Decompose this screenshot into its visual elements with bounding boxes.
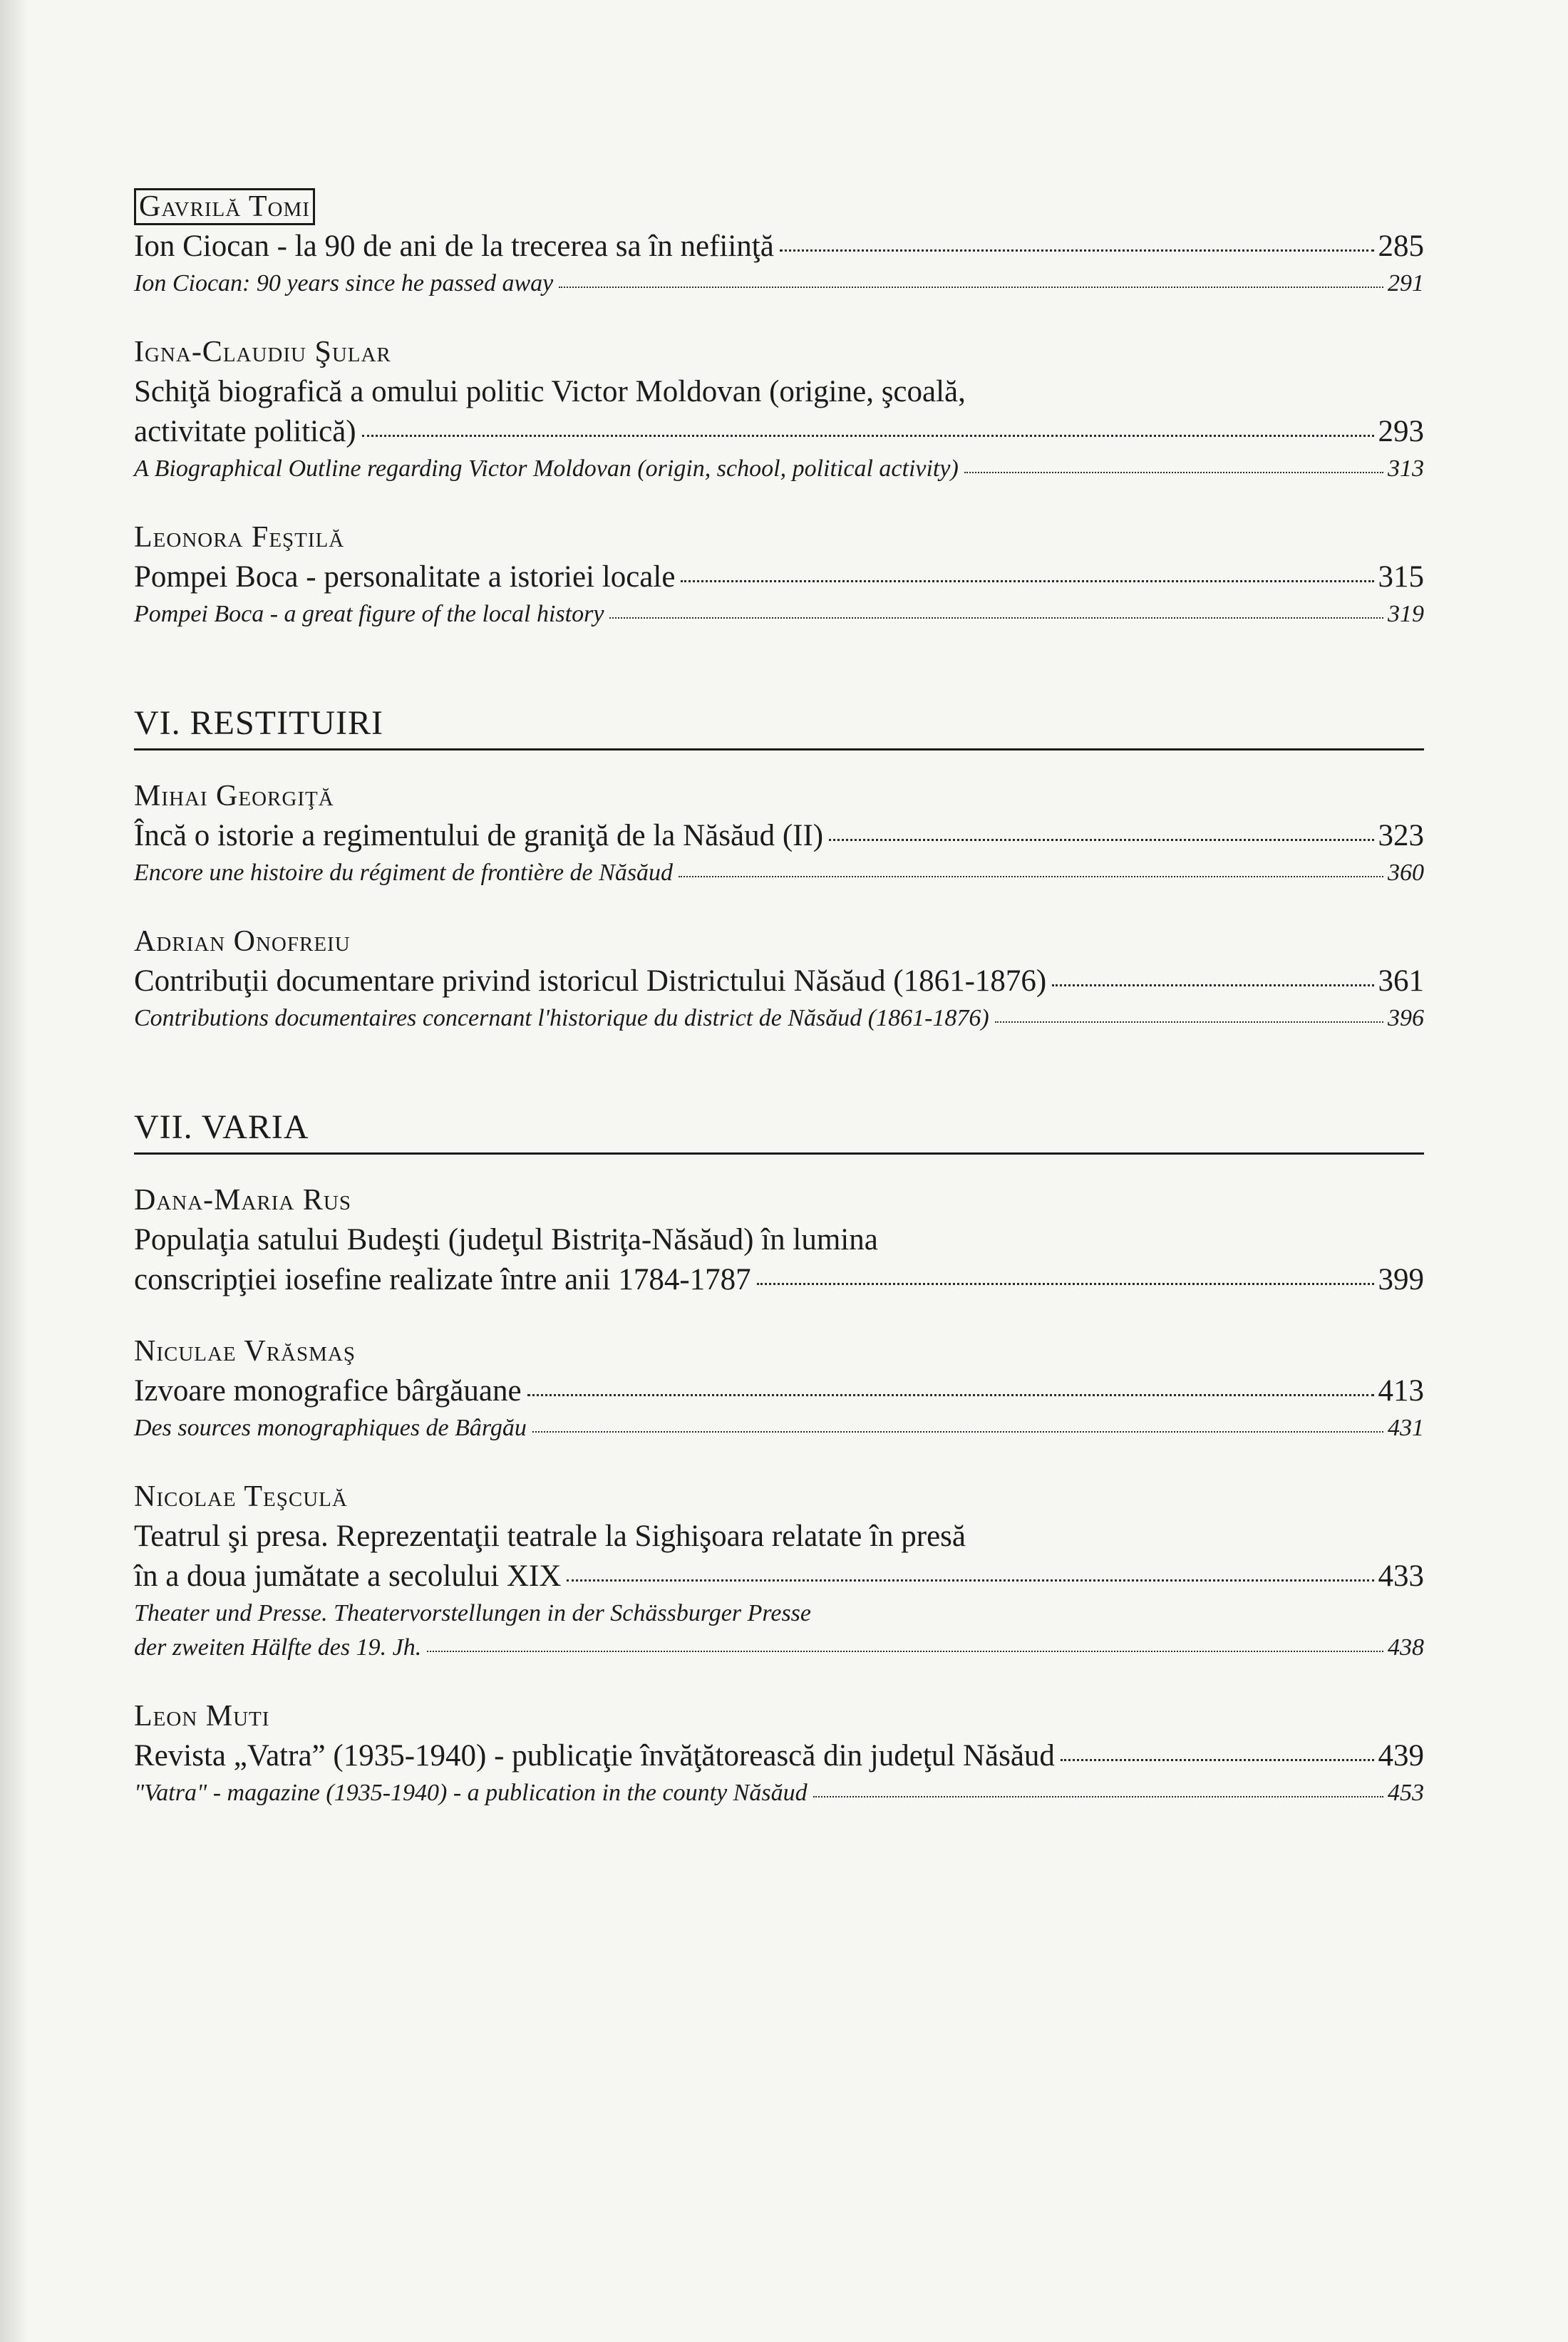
article-title-translation: der zweiten Hälfte des 19. Jh. [134, 1634, 422, 1661]
toc-entry-tescula [134, 1477, 1424, 1665]
author-name: Mihai Georgiţă [134, 780, 334, 813]
article-title-line[interactable]: Populaţia satului Budeşti (judeţul Bistriţa-Năsăud) în lumina [134, 1223, 878, 1257]
article-title: Încă o istorie a regimentului de graniţă de la Năsăud (II) [134, 819, 824, 852]
dot-leader [609, 617, 1383, 619]
author-name: Leon Muti [134, 1700, 270, 1733]
article-title-translation: Des sources monographiques de Bârgău [134, 1415, 527, 1441]
toc-entry-georgita [134, 776, 1424, 890]
page-number: 399 [1378, 1263, 1424, 1296]
toc-line[interactable] [134, 1557, 1424, 1596]
toc-entry-rus [134, 1180, 1424, 1300]
page-number: 285 [1378, 229, 1424, 263]
toc-line-translation[interactable] [134, 1411, 1424, 1445]
toc-line-translation[interactable] [134, 1776, 1424, 1810]
dot-leader [681, 580, 1373, 582]
page-number: 293 [1378, 415, 1424, 448]
page-number: 323 [1378, 819, 1424, 852]
article-title-translation: A Biographical Outline regarding Victor Moldovan (origin, school, political activity) [134, 455, 959, 482]
toc-line[interactable] [134, 227, 1424, 267]
dot-leader [532, 1431, 1383, 1433]
toc-line[interactable] [134, 816, 1424, 856]
dot-leader [995, 1021, 1383, 1023]
author-name: Dana-Maria Rus [134, 1184, 351, 1217]
page-edge-shadow [0, 0, 29, 2342]
article-title: Contribuţii documentare privind istoricul Districtului Năsăud (1861-1876) [134, 964, 1047, 998]
article-title: Revista „Vatra” (1935-1940) - publicaţie învăţătorească din judeţul Năsăud [134, 1739, 1055, 1773]
dot-leader [757, 1283, 1374, 1285]
dot-leader [362, 435, 1374, 437]
dot-leader [559, 287, 1383, 288]
toc-entry-tomi [134, 187, 1424, 301]
article-title: Pompei Boca - personalitate a istoriei locale [134, 560, 676, 594]
toc-line-translation[interactable] [134, 1001, 1424, 1036]
author-name: Gavrilă Tomi [134, 187, 1424, 227]
dot-leader [427, 1651, 1383, 1652]
article-title-line[interactable]: Schiţă biografică a omului politic Victor Moldovan (origine, şcoală, [134, 375, 966, 408]
page-number: 291 [1388, 270, 1424, 296]
page-number: 319 [1388, 601, 1424, 627]
article-title-translation: Contributions documentaires concernant l'historique du district de Năsăud (1861-1876) [134, 1005, 989, 1031]
article-title-translation: Encore une histoire du régiment de frontière de Năsăud [134, 860, 674, 886]
dot-leader [780, 249, 1374, 252]
page-number: 413 [1378, 1374, 1424, 1408]
toc-entry-muti [134, 1696, 1424, 1810]
page-number: 360 [1388, 860, 1424, 886]
article-title-translation: "Vatra" - magazine (1935-1940) - a publication in the county Năsăud [134, 1780, 808, 1806]
author-name: Leonora Feştilă [134, 521, 345, 554]
toc-line[interactable] [134, 557, 1424, 597]
author-name: Niculae Vrăsmaş [134, 1335, 356, 1368]
dot-leader [567, 1579, 1373, 1582]
page-number: 433 [1378, 1559, 1424, 1593]
toc-line-translation[interactable] [134, 1631, 1424, 1665]
section-heading-varia: VII. VARIA [134, 1107, 1424, 1155]
toc-line[interactable] [134, 1371, 1424, 1411]
toc-entry-vrasmas [134, 1331, 1424, 1445]
article-title: Ion Ciocan - la 90 de ani de la trecerea sa în nefiinţă [134, 229, 774, 263]
toc-line-translation[interactable] [134, 452, 1424, 486]
author-name: Nicolae Teşculă [134, 1480, 348, 1513]
table-of-contents [134, 187, 1424, 1842]
toc-line[interactable] [134, 1736, 1424, 1776]
page-number: 431 [1388, 1415, 1424, 1441]
article-title-line[interactable]: Teatrul şi presa. Reprezentaţii teatrale la Sighişoara relatate în presă [134, 1520, 966, 1553]
toc-line[interactable] [134, 412, 1424, 452]
author-name: Adrian Onofreiu [134, 925, 351, 958]
toc-line-translation[interactable] [134, 856, 1424, 890]
article-title-translation-line[interactable]: Theater und Presse. Theatervorstellungen in der Schässburger Presse [134, 1600, 811, 1626]
dot-leader [679, 876, 1383, 877]
page-number: 438 [1388, 1634, 1424, 1661]
author-name: Igna-Claudiu Şular [134, 336, 391, 368]
toc-line-translation[interactable] [134, 267, 1424, 301]
dot-leader [964, 472, 1383, 473]
toc-line-translation[interactable] [134, 597, 1424, 631]
article-title-translation: Ion Ciocan: 90 years since he passed away [134, 270, 554, 296]
article-title: în a doua jumătate a secolului XIX [134, 1559, 562, 1593]
dot-leader [527, 1394, 1374, 1396]
toc-entry-onofreiu [134, 922, 1424, 1036]
article-title-translation: Pompei Boca - a great figure of the local history [134, 601, 604, 627]
toc-entry-festila [134, 517, 1424, 631]
toc-line[interactable] [134, 1260, 1424, 1300]
article-title: Izvoare monografice bârgăuane [134, 1374, 522, 1408]
toc-line[interactable] [134, 961, 1424, 1001]
dot-leader [813, 1796, 1383, 1797]
dot-leader [829, 839, 1373, 841]
page-number: 396 [1388, 1005, 1424, 1031]
dot-leader [1052, 984, 1373, 986]
page-number: 439 [1378, 1739, 1424, 1773]
page-number: 313 [1388, 455, 1424, 482]
page-number: 453 [1388, 1780, 1424, 1806]
page-number: 361 [1378, 964, 1424, 998]
article-title: conscripţiei iosefine realizate între anii 1784-1787 [134, 1263, 751, 1296]
toc-entry-sular [134, 332, 1424, 486]
dot-leader [1061, 1759, 1374, 1761]
article-title: activitate politică) [134, 415, 356, 448]
section-heading-restituiri: VI. RESTITUIRI [134, 703, 1424, 750]
page-number: 315 [1378, 560, 1424, 594]
